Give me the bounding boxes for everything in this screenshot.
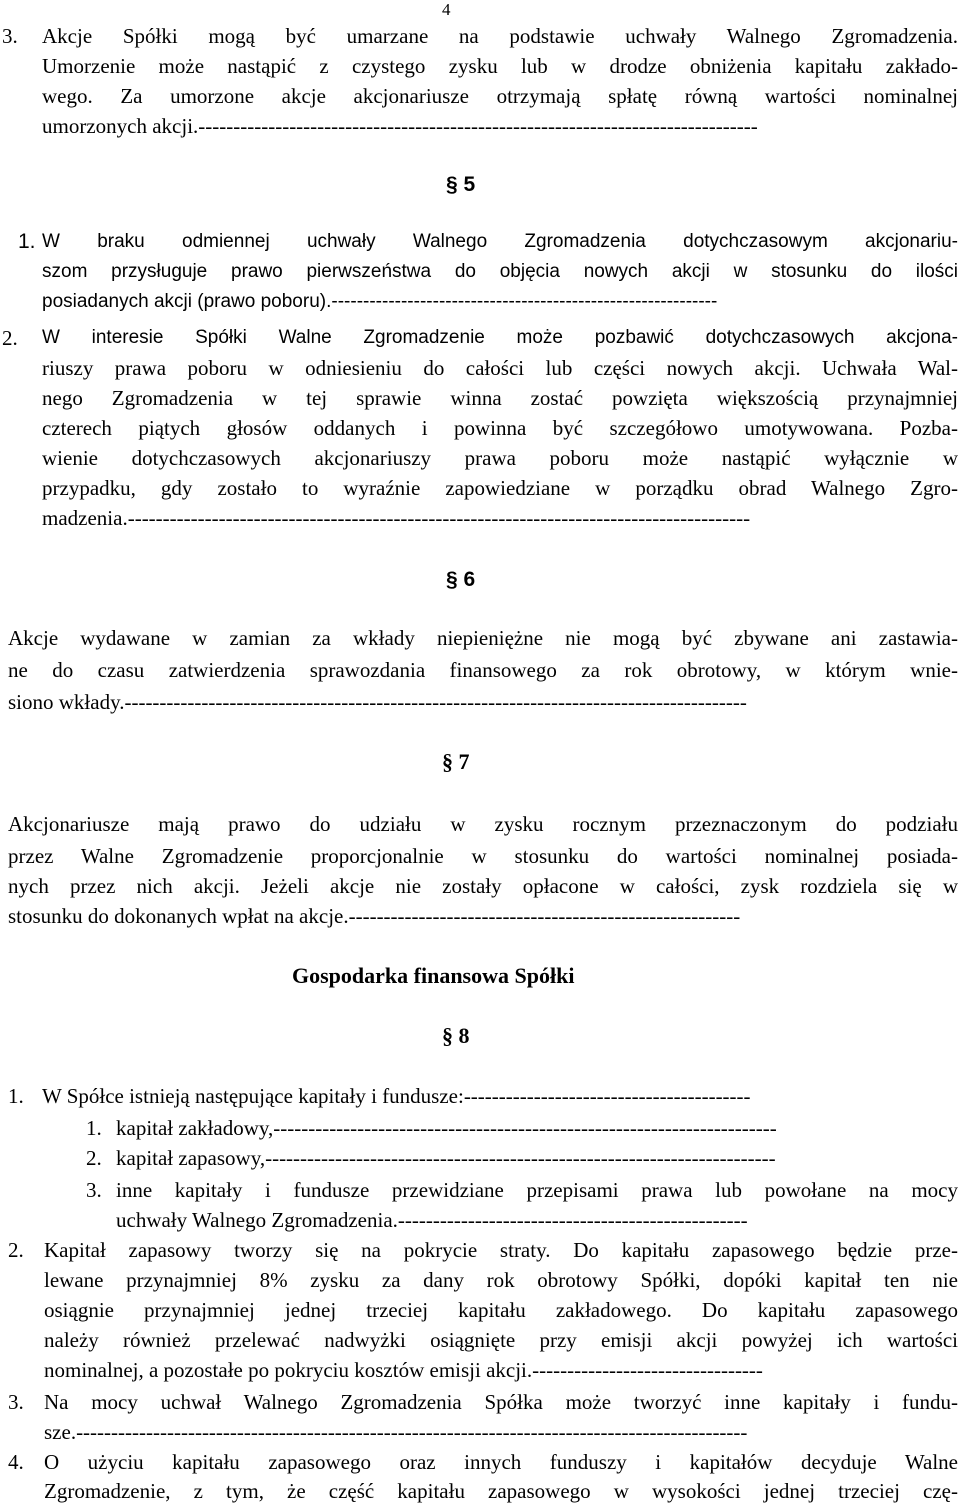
section-heading: § 7 — [442, 749, 470, 774]
paragraph-line: ne do czasu zatwierdzenia sprawozdania finansowego za rok obrotowy, w którym wnie- — [8, 658, 958, 682]
item-number: 1. — [18, 230, 36, 253]
paragraph-line: riuszy prawa poboru w odniesieniu do całości lub części nowych akcji. Uchwała Wal- — [42, 356, 958, 380]
paragraph-line: osiągnie przynajmniej jednej trzeciej kapitału zakładowego. Do kapitału zapasowego — [44, 1298, 958, 1322]
paragraph-line: W interesie Spółki Walne Zgromadzenie może pozbawić dotychczasowych akcjona- — [42, 327, 958, 348]
paragraph-line: szom przysługuje prawo pierwszeństwa do objęcia nowych akcji w stosunku do ilości — [42, 261, 958, 282]
item-number: 3. — [86, 1178, 102, 1202]
paragraph-line: sze.------------------------------------------------------------------------------------------------ — [44, 1420, 748, 1444]
paragraph-line: czterech piątych głosów oddanych i powinna być szczegółowo umotywowana. Pozba- — [42, 416, 958, 440]
item-number: 2. — [2, 326, 18, 350]
paragraph-line: lewane przynajmniej 8% zysku za dany rok obrotowy Spółki, dopóki kapitał ten nie — [44, 1268, 958, 1292]
paragraph-line: Akcje Spółki mogą być umarzane na podstawie uchwały Walnego Zgromadzenia. — [42, 24, 958, 48]
paragraph-line: W braku odmiennej uchwały Walnego Zgromadzenia dotychczasowym akcjonariu- — [42, 231, 958, 252]
paragraph-line: O użyciu kapitału zapasowego oraz innych funduszy i kapitałów decyduje Walne — [44, 1450, 958, 1474]
paragraph-line: stosunku do dokonanych wpłat na akcje.-------------------------------------------------------- — [8, 904, 741, 928]
paragraph-line: przez Walne Zgromadzenie proporcjonalnie w stosunku do wartości nominalnej posiada- — [8, 844, 958, 868]
chapter-heading: Gospodarka finansowa Spółki — [292, 963, 575, 988]
item-number: 2. — [8, 1238, 24, 1262]
paragraph-line: nego Zgromadzenia w tej sprawie winna zostać powzięta większością przynajmniej — [42, 386, 958, 410]
item-number: 2. — [86, 1146, 102, 1170]
item-number: 4. — [8, 1450, 24, 1474]
paragraph-line: umorzonych akcji.-------------------------------------------------------------------------------- — [42, 114, 758, 138]
section-heading: § 8 — [442, 1023, 470, 1048]
paragraph-line: kapitał zapasowy,------------------------------------------------------------------------- — [116, 1146, 776, 1170]
page-number: 4 — [442, 0, 451, 19]
paragraph-line: nych przez nich akcji. Jeżeli akcje nie zostały opłacone w całości, zysk rozdziela się w — [8, 874, 958, 898]
paragraph-line: madzenia.----------------------------------------------------------------------------------------- — [42, 506, 751, 530]
section-heading: § 5 — [446, 173, 476, 196]
item-number: 3. — [8, 1390, 24, 1414]
item-number: 1. — [86, 1116, 102, 1140]
paragraph-line: uchwały Walnego Zgromadzenia.-------------------------------------------------- — [116, 1208, 748, 1232]
paragraph-line: Zgromadzenie, z tym, że część kapitału zapasowego w wysokości jednej trzeciej czę- — [44, 1479, 958, 1503]
item-number: 3. — [2, 24, 18, 48]
paragraph-line: Akcjonariusze mają prawo do udziału w zysku rocznym przeznaczonym do podziału — [8, 812, 958, 836]
paragraph-line: Kapitał zapasowy tworzy się na pokrycie straty. Do kapitału zapasowego będzie prze- — [44, 1238, 958, 1262]
paragraph-line: wego. Za umorzone akcje akcjonariusze otrzymają spłatę równą wartości nominalnej — [42, 84, 958, 108]
paragraph-line: należy również przelewać nadwyżki osiągnięte przy emisji akcji powyżej ich wartości — [44, 1328, 958, 1352]
paragraph-line: przypadku, gdy zostało to wyraźnie zapowiedziane w porządku obrad Walnego Zgro- — [42, 476, 958, 500]
paragraph-line: Na mocy uchwał Walnego Zgromadzenia Spółka może tworzyć inne kapitały i fundu- — [44, 1390, 958, 1414]
paragraph-line: nominalnej, a pozostałe po pokryciu kosztów emisji akcji.--------------------------------- — [44, 1358, 763, 1382]
paragraph-line: siono wkłady.----------------------------------------------------------------------------------------- — [8, 690, 747, 714]
paragraph-line: Umorzenie może nastąpić z czystego zysku lub w drodze obniżenia kapitału zakłado- — [42, 54, 958, 78]
paragraph-line: inne kapitały i fundusze przewidziane przepisami prawa lub powołane na mocy — [116, 1178, 958, 1202]
paragraph-line: kapitał zakładowy,------------------------------------------------------------------------ — [116, 1116, 777, 1140]
paragraph-line: Akcje wydawane w zamian za wkłady niepieniężne nie mogą być zbywane ani zastawia- — [8, 626, 958, 650]
paragraph-line: posiadanych akcji (prawo poboru).------------------------------------------------------------- — [42, 291, 718, 312]
paragraph-line: wienie dotychczasowych akcjonariuszy prawa poboru może nastąpić wyłącznie w — [42, 446, 958, 470]
item-number: 1. — [8, 1084, 24, 1108]
section-heading: § 6 — [446, 568, 476, 591]
paragraph-line: W Spółce istnieją następujące kapitały i fundusze:----------------------------------------- — [42, 1084, 751, 1108]
